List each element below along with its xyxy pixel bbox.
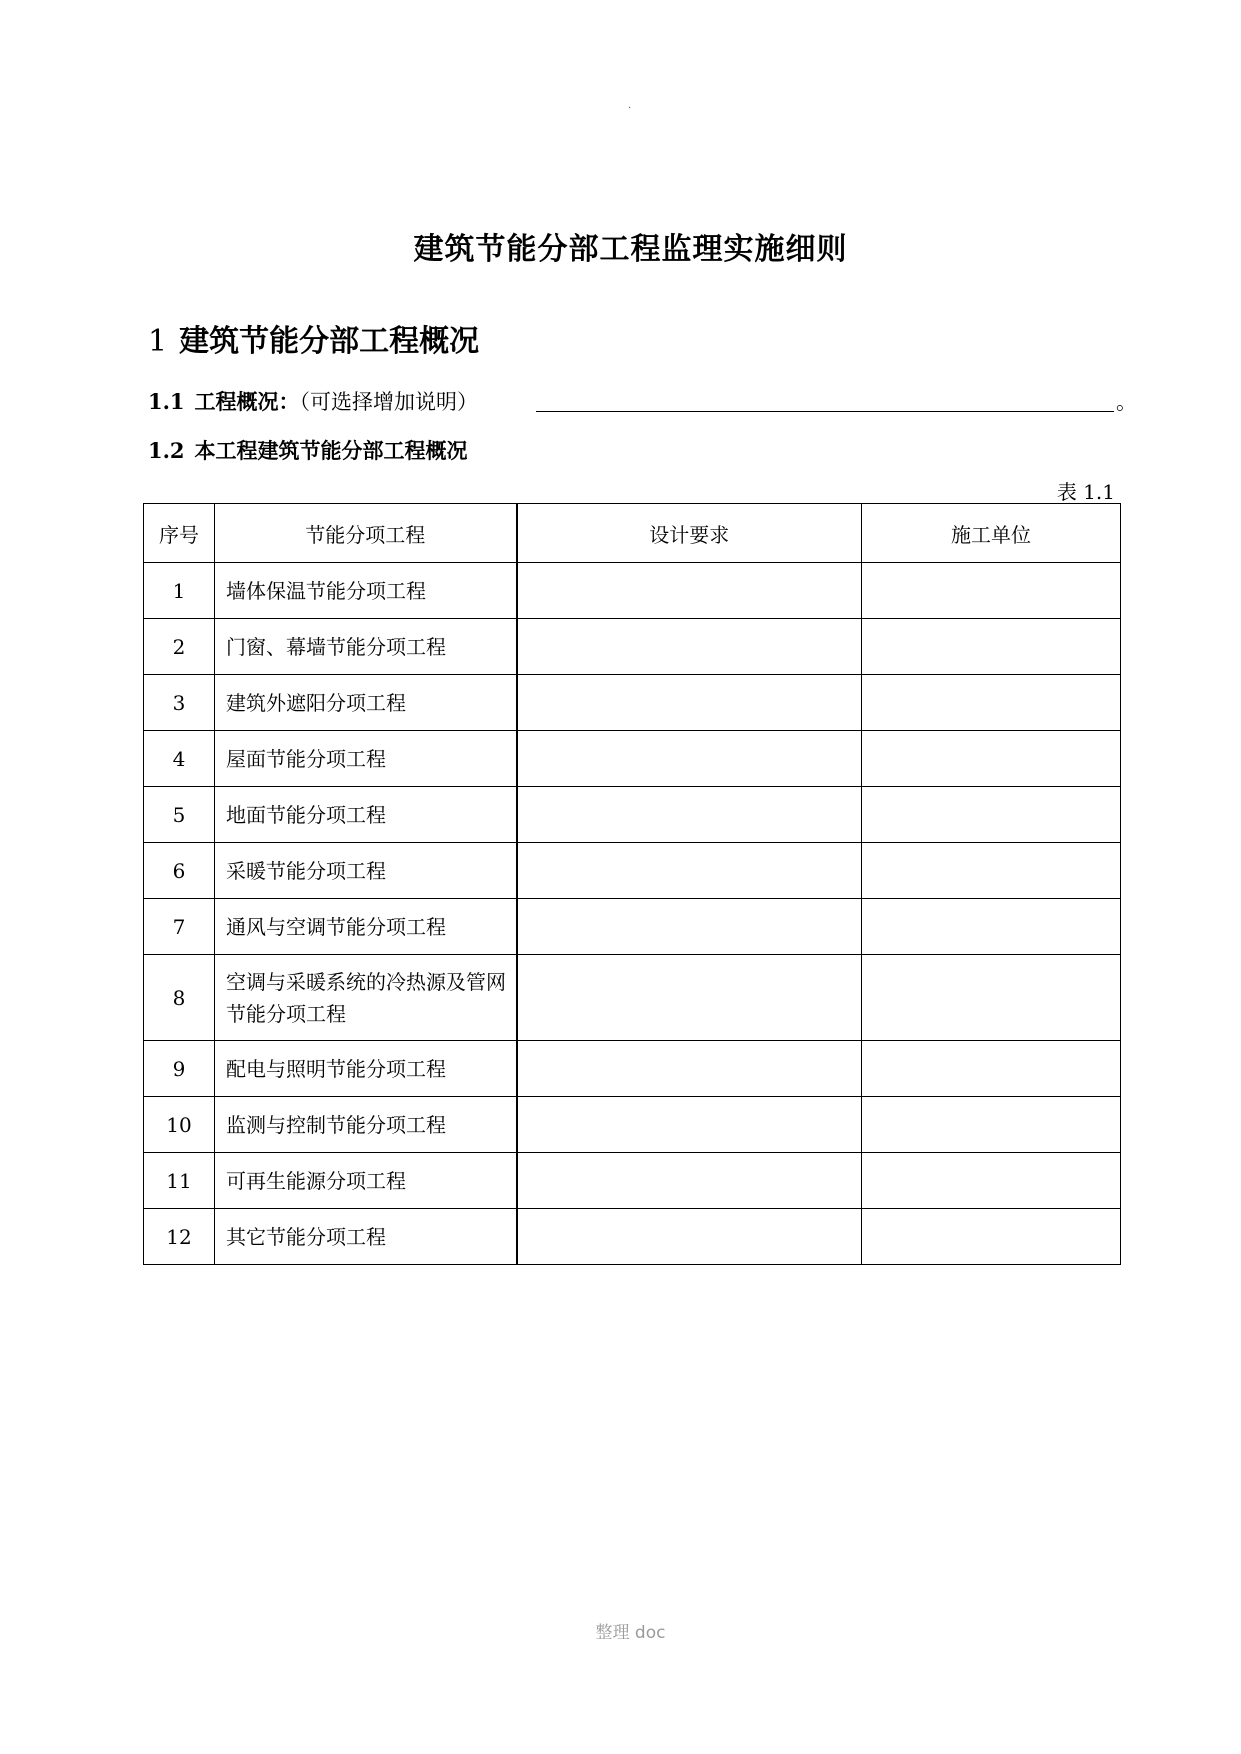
- table-row: [144, 787, 1121, 843]
- table-row: [144, 843, 1121, 899]
- row-number: 10: [144, 1097, 215, 1153]
- document-title: 建筑节能分部工程监理实施细则: [413, 232, 848, 267]
- row-number: 9: [144, 1041, 215, 1097]
- construction-unit-cell: [862, 1209, 1121, 1265]
- section-1-title: 建筑节能分部工程概况: [179, 324, 480, 359]
- section-1-1-heading: [148, 386, 478, 416]
- design-requirement-cell: [517, 1209, 862, 1265]
- section-1-number: 1: [148, 324, 168, 359]
- table-row: [144, 1097, 1121, 1153]
- table-row: [144, 1153, 1121, 1209]
- table-row: [144, 955, 1121, 1041]
- design-requirement-cell: [517, 899, 862, 955]
- construction-unit-cell: [862, 955, 1121, 1041]
- section-1-2-title: 本工程建筑节能分部工程概况: [194, 439, 468, 463]
- row-number: 7: [144, 899, 215, 955]
- section-1-2-number: 1.2: [148, 438, 185, 463]
- table-row: [144, 899, 1121, 955]
- table-row: [144, 675, 1121, 731]
- table-row: [144, 563, 1121, 619]
- header-design-requirement: 设计要求: [517, 504, 862, 563]
- design-requirement-cell: [517, 787, 862, 843]
- design-requirement-cell: [517, 1097, 862, 1153]
- fill-in-blank-line: [536, 411, 1114, 412]
- design-requirement-cell: [517, 563, 862, 619]
- row-number: 8: [144, 955, 215, 1041]
- page-mark: .: [628, 100, 632, 111]
- row-item: 建筑外遮阳分项工程: [215, 675, 517, 731]
- construction-unit-cell: [862, 787, 1121, 843]
- table-row: [144, 1041, 1121, 1097]
- header-construction-unit: 施工单位: [862, 504, 1121, 563]
- table-row: [144, 731, 1121, 787]
- design-requirement-cell: [517, 675, 862, 731]
- construction-unit-cell: [862, 563, 1121, 619]
- row-item: 采暖节能分项工程: [215, 843, 517, 899]
- row-item: 通风与空调节能分项工程: [215, 899, 517, 955]
- construction-unit-cell: [862, 675, 1121, 731]
- row-item: 墙体保温节能分项工程: [215, 563, 517, 619]
- row-item: 屋面节能分项工程: [215, 731, 517, 787]
- section-1-2-heading: [148, 435, 468, 465]
- table-caption: 表 1.1: [1056, 480, 1115, 504]
- header-item: 节能分项工程: [215, 504, 517, 563]
- row-number: 5: [144, 787, 215, 843]
- row-item: 监测与控制节能分项工程: [215, 1097, 517, 1153]
- row-number: 1: [144, 563, 215, 619]
- design-requirement-cell: [517, 1153, 862, 1209]
- design-requirement-cell: [517, 843, 862, 899]
- design-requirement-cell: [517, 955, 862, 1041]
- row-number: 11: [144, 1153, 215, 1209]
- section-1-1-number: 1.1: [148, 389, 185, 414]
- table-header-row: [144, 504, 1121, 563]
- section-1-1-end-mark: 。: [1116, 390, 1137, 414]
- construction-unit-cell: [862, 731, 1121, 787]
- section-1-1-note: （可选择增加说明）: [299, 390, 479, 414]
- row-number: 6: [144, 843, 215, 899]
- section-1-heading: [148, 316, 479, 360]
- row-number: 4: [144, 731, 215, 787]
- row-number: 3: [144, 675, 215, 731]
- design-requirement-cell: [517, 619, 862, 675]
- construction-unit-cell: [862, 899, 1121, 955]
- row-item: 配电与照明节能分项工程: [215, 1041, 517, 1097]
- row-item: 可再生能源分项工程: [215, 1153, 517, 1209]
- construction-unit-cell: [862, 1041, 1121, 1097]
- energy-items-table: [143, 503, 1121, 1265]
- construction-unit-cell: [862, 1153, 1121, 1209]
- row-number: 12: [144, 1209, 215, 1265]
- design-requirement-cell: [517, 1041, 862, 1097]
- header-index: 序号: [144, 504, 215, 563]
- design-requirement-cell: [517, 731, 862, 787]
- row-item: 地面节能分项工程: [215, 787, 517, 843]
- row-item: 其它节能分项工程: [215, 1209, 517, 1265]
- table-row: [144, 1209, 1121, 1265]
- row-item: 门窗、幕墙节能分项工程: [215, 619, 517, 675]
- page-footer: 整理 doc: [595, 1623, 666, 1643]
- section-1-1-title: 工程概况：: [194, 390, 300, 414]
- table-row: [144, 619, 1121, 675]
- construction-unit-cell: [862, 843, 1121, 899]
- construction-unit-cell: [862, 619, 1121, 675]
- construction-unit-cell: [862, 1097, 1121, 1153]
- row-number: 2: [144, 619, 215, 675]
- row-item: 空调与采暖系统的冷热源及管网节能分项工程: [215, 955, 517, 1041]
